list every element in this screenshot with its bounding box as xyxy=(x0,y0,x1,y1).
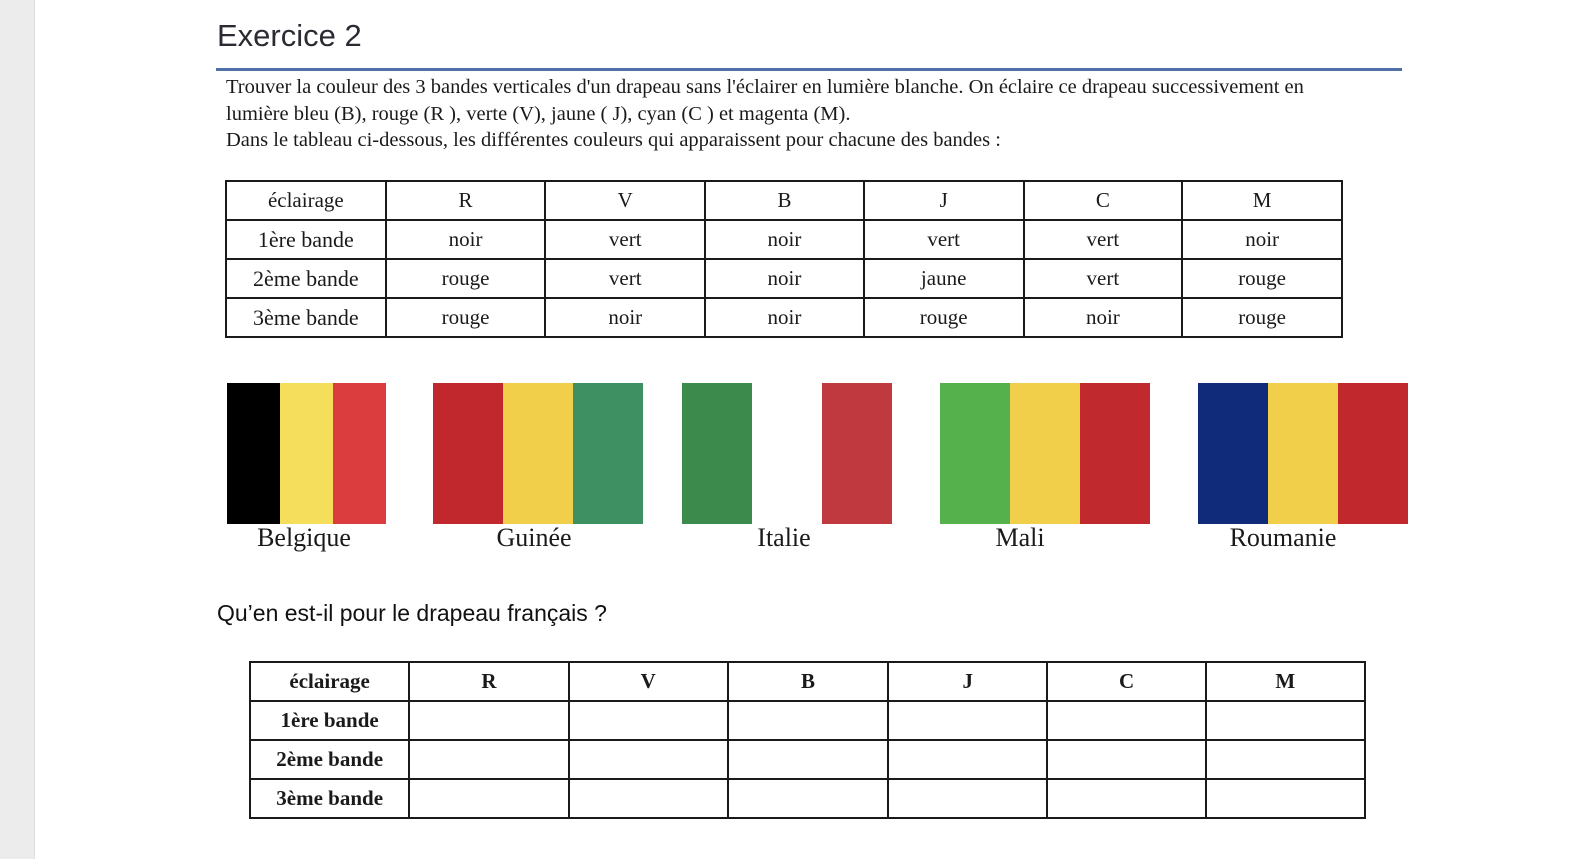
table-cell: noir xyxy=(1024,298,1183,337)
flag-belgique xyxy=(227,383,386,524)
flag-label-belgique: Belgique xyxy=(257,523,351,552)
table-cell: vert xyxy=(1024,220,1183,259)
flag-stripe xyxy=(433,383,503,524)
flag-guinee xyxy=(433,383,643,524)
table-cell: jaune xyxy=(864,259,1024,298)
header-cell: V xyxy=(569,662,728,701)
table-row xyxy=(250,740,1365,779)
header-cell: R xyxy=(386,181,546,220)
answer-cell[interactable] xyxy=(728,701,888,740)
flag-stripe xyxy=(1010,383,1080,524)
table-cell: vert xyxy=(1024,259,1183,298)
answer-cell[interactable] xyxy=(888,740,1047,779)
flag-label-mali: Mali xyxy=(995,523,1045,552)
flag-stripe xyxy=(1268,383,1338,524)
flag-label-guinee: Guinée xyxy=(496,523,572,552)
table-cell: vert xyxy=(864,220,1024,259)
flag-stripe xyxy=(573,383,643,524)
table-cell: rouge xyxy=(864,298,1024,337)
exercise-statement xyxy=(226,74,1476,154)
flag-stripe xyxy=(752,383,822,524)
table-cell: vert xyxy=(545,259,705,298)
flag-stripe xyxy=(503,383,573,524)
observations-table xyxy=(225,180,1343,338)
viewer-margin xyxy=(0,0,34,859)
table-cell: noir xyxy=(545,298,705,337)
flag-stripe xyxy=(227,383,280,524)
statement-line-3: Dans le tableau ci-dessous, les différentes couleurs qui apparaissent pour chacune des bandes : xyxy=(226,129,1001,151)
table-header-row xyxy=(226,181,1342,220)
answer-cell[interactable] xyxy=(569,701,728,740)
header-cell: B xyxy=(728,662,888,701)
header-cell: C xyxy=(1024,181,1183,220)
exercise-title: Exercice 2 xyxy=(217,18,362,53)
row-header-cell: 2ème bande xyxy=(250,740,409,779)
answer-cell[interactable] xyxy=(1047,779,1205,818)
table-row xyxy=(250,779,1365,818)
flag-label-roumanie: Roumanie xyxy=(1229,523,1337,552)
flag-stripe xyxy=(280,383,333,524)
header-cell: J xyxy=(888,662,1047,701)
table-row xyxy=(250,701,1365,740)
answer-cell[interactable] xyxy=(409,779,568,818)
flag-stripe xyxy=(940,383,1010,524)
table-cell: vert xyxy=(545,220,705,259)
statement-line-1: Trouver la couleur des 3 bandes verticales d'un drapeau sans l'éclairer en lumière blanche. On éclaire ce drapeau successivement en xyxy=(226,76,1304,98)
answer-cell[interactable] xyxy=(569,779,728,818)
header-cell: J xyxy=(864,181,1024,220)
row-header-cell: 1ère bande xyxy=(226,220,386,259)
answer-cell[interactable] xyxy=(888,701,1047,740)
flag-stripe xyxy=(1338,383,1408,524)
answer-cell[interactable] xyxy=(409,701,568,740)
answer-cell[interactable] xyxy=(1206,740,1365,779)
row-header-cell: 1ère bande xyxy=(250,701,409,740)
table-cell: noir xyxy=(705,259,864,298)
flag-roumanie xyxy=(1198,383,1408,524)
header-cell: M xyxy=(1182,181,1342,220)
table-cell: rouge xyxy=(386,259,546,298)
table-cell: rouge xyxy=(1182,259,1342,298)
flag-italie xyxy=(682,383,892,524)
table-cell: noir xyxy=(705,298,864,337)
answer-cell[interactable] xyxy=(1206,779,1365,818)
row-header-cell: 3ème bande xyxy=(226,298,386,337)
answer-cell[interactable] xyxy=(569,740,728,779)
header-cell: R xyxy=(409,662,568,701)
statement-line-2: lumière bleu (B), rouge (R ), verte (V), jaune ( J), cyan (C ) et magenta (M). xyxy=(226,102,851,125)
flag-stripe xyxy=(682,383,752,524)
answer-table xyxy=(249,661,1366,819)
table-row xyxy=(226,259,1342,298)
header-cell: éclairage xyxy=(226,181,386,220)
header-cell: V xyxy=(545,181,705,220)
header-cell: B xyxy=(705,181,864,220)
table-cell: rouge xyxy=(1182,298,1342,337)
table-row xyxy=(226,220,1342,259)
flag-stripe xyxy=(822,383,892,524)
flag-mali xyxy=(940,383,1150,524)
row-header-cell: 3ème bande xyxy=(250,779,409,818)
table-cell: noir xyxy=(1182,220,1342,259)
answer-cell[interactable] xyxy=(1047,740,1205,779)
table-cell: noir xyxy=(386,220,546,259)
table-cell: rouge xyxy=(386,298,546,337)
answer-cell[interactable] xyxy=(728,740,888,779)
answer-cell[interactable] xyxy=(1047,701,1205,740)
row-header-cell: 2ème bande xyxy=(226,259,386,298)
table-header-row xyxy=(250,662,1365,701)
header-cell: éclairage xyxy=(250,662,409,701)
title-underline xyxy=(216,68,1402,71)
table-row xyxy=(226,298,1342,337)
answer-cell[interactable] xyxy=(409,740,568,779)
answer-cell[interactable] xyxy=(728,779,888,818)
answer-cell[interactable] xyxy=(888,779,1047,818)
flag-label-italie: Italie xyxy=(757,523,811,552)
flag-stripe xyxy=(1080,383,1150,524)
question-text: Qu’en est-il pour le drapeau français ? xyxy=(217,600,607,626)
flag-stripe xyxy=(333,383,386,524)
header-cell: M xyxy=(1206,662,1365,701)
flag-stripe xyxy=(1198,383,1268,524)
header-cell: C xyxy=(1047,662,1205,701)
table-cell: noir xyxy=(705,220,864,259)
answer-cell[interactable] xyxy=(1206,701,1365,740)
